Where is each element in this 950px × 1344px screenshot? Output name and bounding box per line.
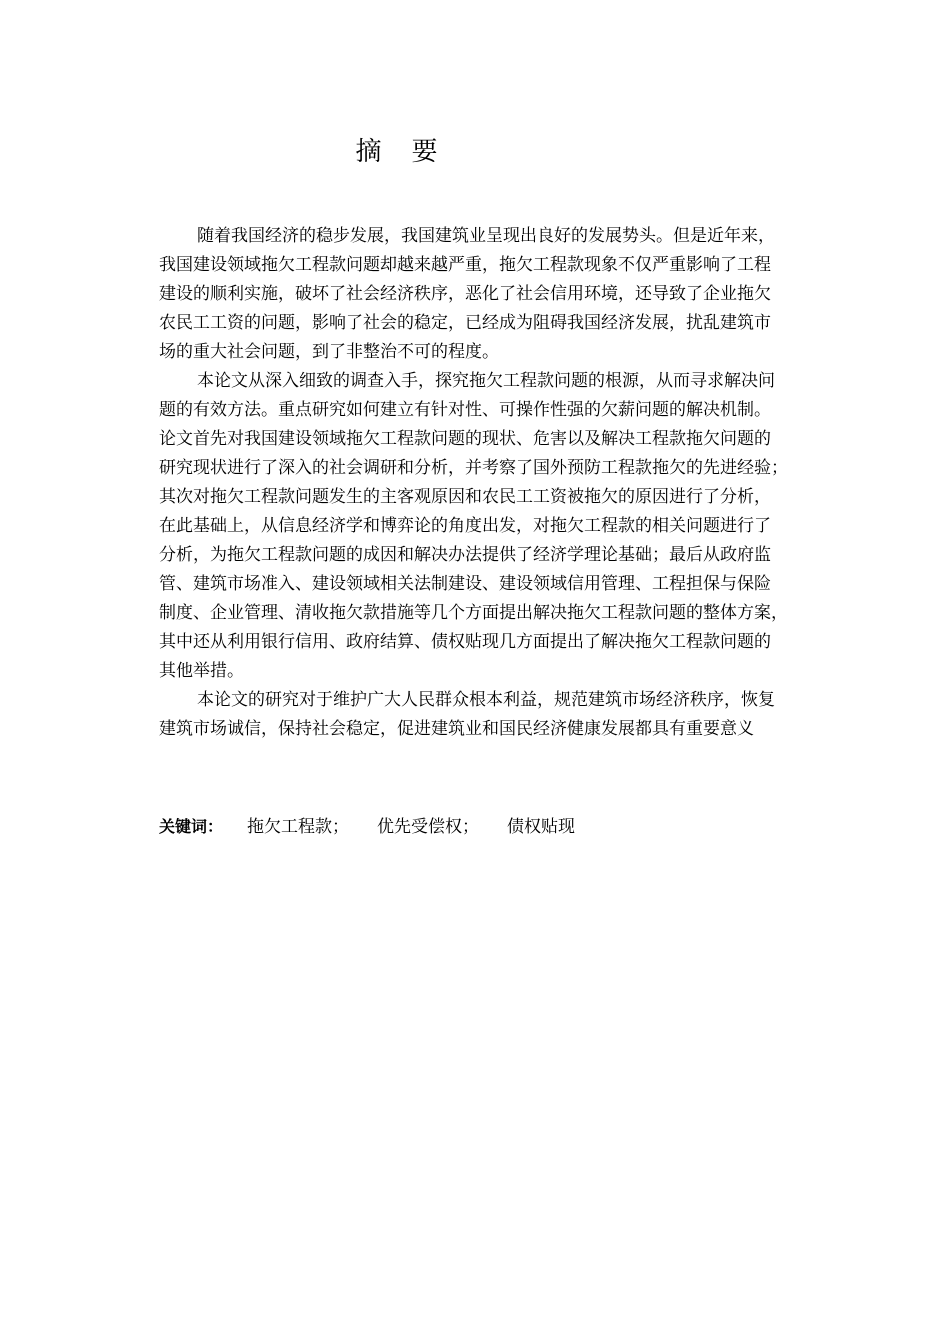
text-line: 管、建筑市场准入、建设领域相关法制建设、建设领域信用管理、工程担保与保险 <box>159 574 771 594</box>
text-line: 随着我国经济的稳步发展，我国建筑业呈现出良好的发展势头。但是近年来， <box>197 226 775 246</box>
paragraph-1 <box>159 222 865 367</box>
text-line: 建设的顺利实施，破坏了社会经济秩序，恶化了社会信用环境，还导致了企业拖欠 <box>159 284 771 304</box>
text-line: 农民工工资的问题，影响了社会的稳定，已经成为阻碍我国经济发展，扰乱建筑市 <box>159 313 771 333</box>
text-line: 本论文从深入细致的调查入手，探究拖欠工程款问题的根源，从而寻求解决问 <box>197 371 775 391</box>
text-line: 论文首先对我国建设领域拖欠工程款问题的现状、危害以及解决工程款拖欠问题的 <box>159 429 771 449</box>
keyword-item: 拖欠工程款； <box>247 817 350 837</box>
abstract-body <box>159 222 865 744</box>
page-title: 摘 要 <box>355 137 440 167</box>
text-line: 其他举措。 <box>159 661 244 681</box>
paragraph-3 <box>159 686 865 744</box>
text-line: 制度、企业管理、清收拖欠款措施等几个方面提出解决拖欠工程款问题的整体方案， <box>159 603 788 623</box>
text-line: 其次对拖欠工程款问题发生的主客观原因和农民工工资被拖欠的原因进行了分析， <box>159 487 771 507</box>
text-line: 本论文的研究对于维护广大人民群众根本利益，规范建筑市场经济秩序，恢复 <box>197 690 775 710</box>
keywords-label: 关键词： <box>159 817 224 836</box>
text-line: 研究现状进行了深入的社会调研和分析，并考察了国外预防工程款拖欠的先进经验； <box>159 458 788 478</box>
text-line: 分析，为拖欠工程款问题的成因和解决办法提供了经济学理论基础；最后从政府监 <box>159 545 771 565</box>
keywords-row <box>159 812 575 842</box>
text-line: 建筑市场诚信，保持社会稳定，促进建筑业和国民经济健康发展都具有重要意义 <box>159 719 754 739</box>
keyword-item: 优先受偿权； <box>377 817 480 837</box>
keyword-item: 债权贴现 <box>507 817 576 837</box>
text-line: 我国建设领域拖欠工程款问题却越来越严重，拖欠工程款现象不仅严重影响了工程 <box>159 255 771 275</box>
text-line: 在此基础上，从信息经济学和博弈论的角度出发，对拖欠工程款的相关问题进行了 <box>159 516 771 536</box>
text-line: 题的有效方法。重点研究如何建立有针对性、可操作性强的欠薪问题的解决机制。 <box>159 400 771 420</box>
paragraph-2 <box>159 367 865 686</box>
text-line: 场的重大社会问题，到了非整治不可的程度。 <box>159 342 499 362</box>
text-line: 其中还从利用银行信用、政府结算、债权贴现几方面提出了解决拖欠工程款问题的 <box>159 632 771 652</box>
